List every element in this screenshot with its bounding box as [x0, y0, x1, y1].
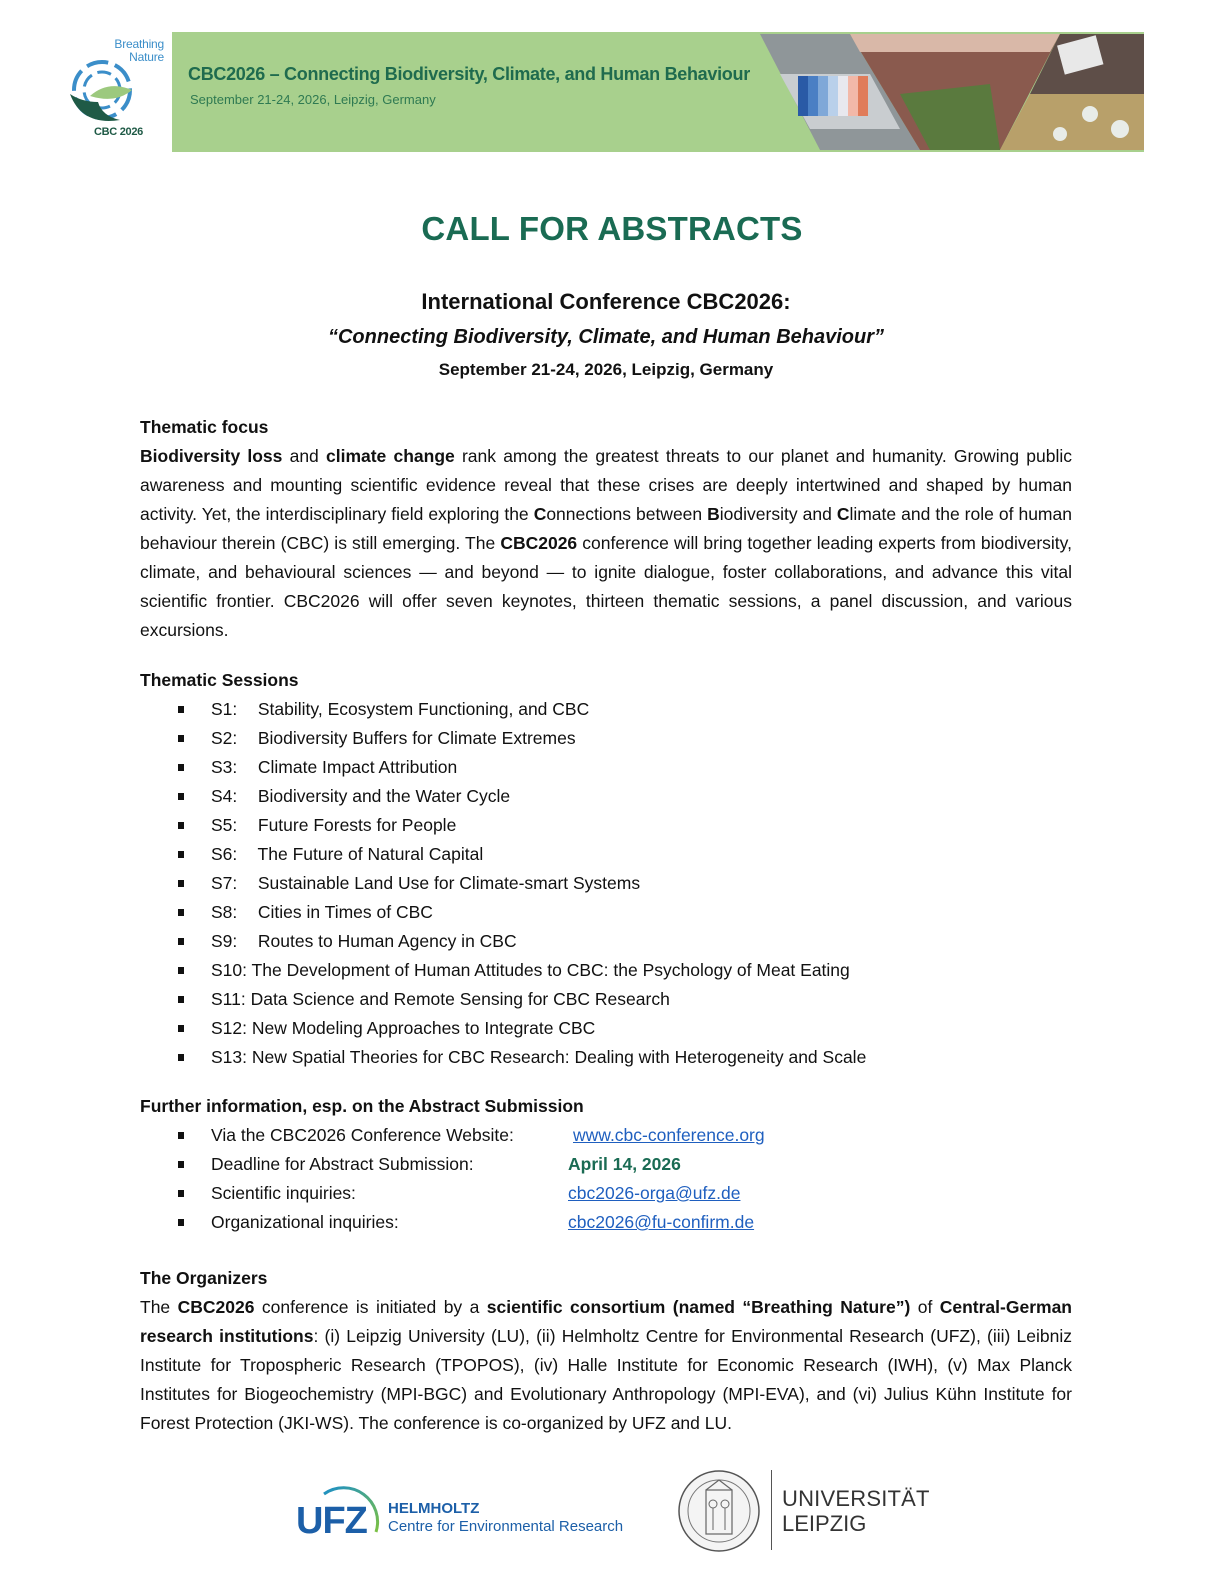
session-id: S4:: [211, 786, 238, 806]
session-id: S10:: [211, 960, 247, 980]
bold-text: C: [533, 504, 547, 524]
session-id: S1:: [211, 699, 238, 719]
text: and: [282, 446, 326, 466]
session-id: S2:: [211, 728, 238, 748]
banner-subtitle: September 21-24, 2026, Leipzig, Germany: [190, 92, 436, 107]
session-item: [140, 753, 1072, 782]
breathing-nature-logo: [64, 32, 172, 152]
session-id: S12:: [211, 1018, 247, 1038]
bold-text: CBC2026: [500, 533, 578, 553]
info-label: Scientific inquiries:: [211, 1183, 356, 1203]
organizers-heading: The Organizers: [140, 1268, 268, 1288]
session-id: S11:: [211, 989, 246, 1009]
logo-year: CBC 2026: [94, 126, 143, 138]
text: limate and the role of human behaviour therein (CBC) is still emerging. The: [140, 504, 1072, 553]
session-title: New Spatial Theories for CBC Research: Dealing with Heterogeneity and Scale: [251, 1047, 867, 1067]
session-id: S7:: [211, 873, 238, 893]
text: : (i) Leipzig University (LU), (ii) Helmholtz Centre for Environmental Research (UFZ), (iii) Leibniz Institute for Tropospheric Research (TPOPOS), (iv) Halle Institute for Economic Research (IWH), (v) Max Planck Institutes for Biogeochemistry (MPI-BGC) and Evolutionary Anthropology (MPI-EVA), and (vi) Julius Kühn Institute for Forest Protection (JKI-WS). The conference is co-organized by UFZ and LU.: [140, 1326, 1072, 1433]
text: onnections between: [546, 504, 708, 524]
session-id: S13:: [211, 1047, 247, 1067]
conference-title: International Conference CBC2026:: [421, 289, 791, 314]
thematic-focus-paragraph: [140, 442, 1072, 645]
info-label: Organizational inquiries:: [211, 1212, 399, 1232]
conference-banner: [64, 32, 1144, 152]
sessions-list: [140, 695, 1072, 1072]
session-title: New Modeling Approaches to Integrate CBC: [251, 1018, 596, 1038]
info-label: Via the CBC2026 Conference Website:: [211, 1125, 514, 1145]
session-item: [140, 695, 1072, 724]
session-title: Biodiversity Buffers for Climate Extremes: [257, 728, 576, 748]
deadline-value: April 14, 2026: [568, 1154, 681, 1174]
further-info-section: [140, 1092, 1072, 1237]
session-item: [140, 724, 1072, 753]
ufz-helmholtz: HELMHOLTZ: [388, 1500, 480, 1517]
session-id: S9:: [211, 931, 238, 951]
thematic-focus-section: [140, 413, 1072, 645]
session-title: The Future of Natural Capital: [257, 844, 484, 864]
thematic-focus-heading: Thematic focus: [140, 417, 269, 437]
bold-text: B: [707, 504, 720, 524]
further-info-heading: Further information, esp. on the Abstract Submission: [140, 1096, 584, 1116]
session-title: The Development of Human Attitudes to CBC: the Psychology of Meat Eating: [251, 960, 850, 980]
organizers-paragraph: [140, 1293, 1072, 1438]
info-label: Deadline for Abstract Submission:: [211, 1154, 474, 1174]
banner-photo-collage: [760, 34, 1144, 150]
bold-text: C: [836, 504, 850, 524]
session-item: [140, 985, 1072, 1014]
session-item: [140, 927, 1072, 956]
session-title: Stability, Ecosystem Functioning, and CBC: [257, 699, 590, 719]
session-item: [140, 1014, 1072, 1043]
session-item: [140, 898, 1072, 927]
session-item: [140, 811, 1072, 840]
conference-tagline: “Connecting Biodiversity, Climate, and Human Behaviour”: [327, 326, 884, 348]
ufz-centre: Centre for Environmental Research: [388, 1518, 624, 1535]
session-item: [140, 782, 1072, 811]
bold-text: climate change: [325, 446, 455, 466]
text: rank among the greatest threats to our planet and humanity. Growing public awareness and mounting scientific evidence reveal that these crises are deeply intertwined and shaped by human activity. Yet, the interdisciplinary field exploring the: [140, 446, 1072, 524]
logo-line-1: Breathing: [114, 37, 164, 51]
session-title: Routes to Human Agency in CBC: [257, 931, 517, 951]
website-link[interactable]: www.cbc-conference.org: [573, 1125, 765, 1145]
session-id: S5:: [211, 815, 238, 835]
bold-text: Biodiversity loss: [140, 446, 283, 466]
organizational-email-link[interactable]: cbc2026@fu-confirm.de: [568, 1212, 755, 1232]
info-item-organizational: [140, 1208, 1072, 1237]
logo-line-2: Nature: [129, 50, 164, 64]
banner-title: CBC2026 – Connecting Biodiversity, Climate, and Human Behaviour: [188, 64, 750, 84]
info-item-scientific: [140, 1179, 1072, 1208]
info-item-deadline: [140, 1150, 1072, 1179]
text: iodiversity and: [719, 504, 837, 524]
further-info-list: [140, 1121, 1072, 1237]
session-item: [140, 956, 1072, 985]
session-id: S8:: [211, 902, 238, 922]
university-seal-icon: [676, 1468, 762, 1554]
university-name-line1: UNIVERSITÄT: [782, 1486, 930, 1511]
session-item: [140, 840, 1072, 869]
session-title: Future Forests for People: [257, 815, 457, 835]
bold-text: scientific consortium (named “Breathing Nature”): [486, 1297, 911, 1317]
scientific-email-link[interactable]: cbc2026-orga@ufz.de: [568, 1183, 741, 1203]
divider: [771, 1470, 772, 1550]
bold-text: Central-German research institutions: [140, 1297, 1072, 1346]
university-name-line2: LEIPZIG: [782, 1511, 867, 1536]
session-item: [140, 1043, 1072, 1072]
call-for-abstracts-heading: CALL FOR ABSTRACTS: [421, 210, 803, 247]
bold-text: CBC2026: [177, 1297, 255, 1317]
text: conference is initiated by a: [254, 1297, 487, 1317]
ufz-letters: UFZ: [296, 1500, 367, 1542]
text: conference will bring together leading experts from biodiversity, climate, and behavioural sciences — and beyond — to ignite dialogue, foster collaborations, and advance this vital scientific frontier. CBC2026 will offer seven keynotes, thirteen thematic sessions, a panel discussion, and various excursions.: [140, 533, 1072, 640]
session-title: Cities in Times of CBC: [257, 902, 433, 922]
session-title: Sustainable Land Use for Climate-smart Systems: [257, 873, 641, 893]
session-id: S3:: [211, 757, 238, 777]
text: The: [140, 1297, 178, 1317]
warming-stripes: [798, 76, 868, 116]
thematic-sessions-section: [140, 666, 1072, 1072]
session-item: [140, 869, 1072, 898]
info-item-website: [140, 1121, 1072, 1150]
session-title: Biodiversity and the Water Cycle: [257, 786, 511, 806]
text: of: [910, 1297, 940, 1317]
session-title: Data Science and Remote Sensing for CBC Research: [250, 989, 670, 1009]
session-title: Climate Impact Attribution: [257, 757, 458, 777]
ufz-logo: [296, 1480, 626, 1546]
leaf-circle-icon: [68, 56, 140, 128]
session-id: S6:: [211, 844, 238, 864]
leipzig-university-logo: [676, 1468, 936, 1554]
thematic-sessions-heading: Thematic Sessions: [140, 670, 299, 690]
organizers-section: [140, 1264, 1072, 1438]
conference-date-location: September 21-24, 2026, Leipzig, Germany: [438, 360, 774, 379]
